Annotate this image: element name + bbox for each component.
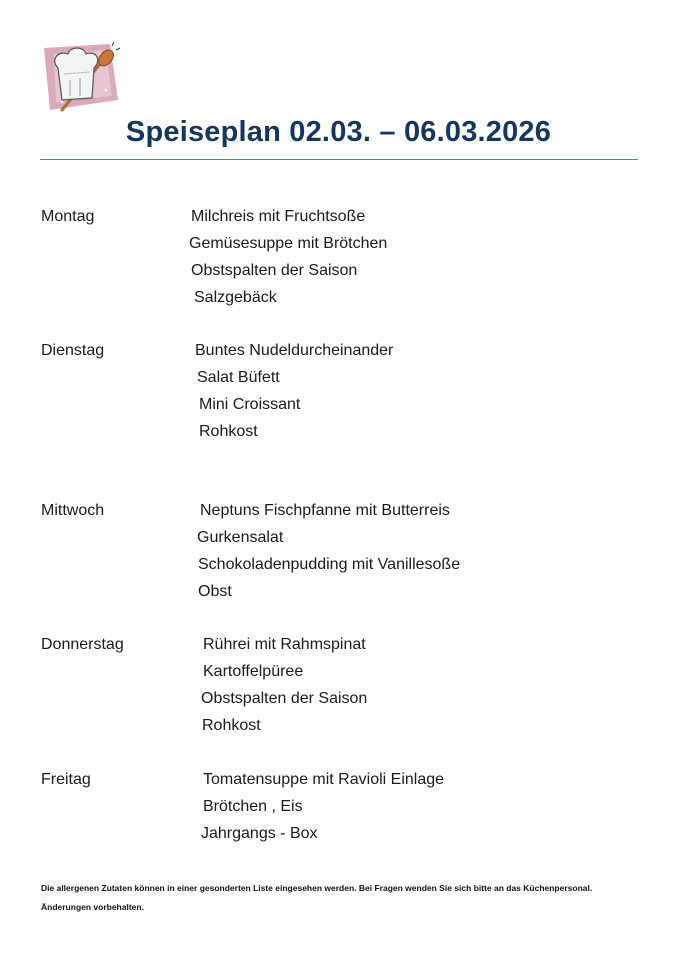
dish-item: Rohkost [199,423,258,440]
day-label-friday: Freitag [41,771,91,788]
dish-item: Obstspalten der Saison [201,690,368,707]
dish-item: Salat Büfett [197,369,280,386]
dish-item: Schokoladenpudding mit Vanillesoße [198,556,461,573]
day-label-thursday: Donnerstag [41,636,124,653]
changes-reserved-note: Änderungen vorbehalten. [41,902,144,912]
dish-item: Obst [198,583,232,600]
dish-item: Milchreis mit Fruchtsoße [191,208,366,225]
dish-item: Rührei mit Rahmspinat [203,636,366,653]
allergen-note: Die allergenen Zutaten können in einer gesonderten Liste eingesehen werden. Bei Fragen wenden Sie sich bitte an das Küchenpersonal. [41,883,593,893]
dish-item: Mini Croissant [199,396,301,413]
page-title: Speiseplan 02.03. – 06.03.2026 [125,116,552,148]
dish-item: Gemüsesuppe mit Brötchen [189,235,388,252]
dish-item: Neptuns Fischpfanne mit Butterreis [200,502,450,519]
day-label-wednesday: Mittwoch [41,502,105,519]
dish-item: Salzgebäck [194,289,277,306]
dish-item: Rohkost [202,717,261,734]
chef-hat-logo-icon [40,40,122,114]
dish-item: Gurkensalat [197,529,284,546]
dish-item: Tomatensuppe mit Ravioli Einlage [203,771,445,788]
dish-item: Obstspalten der Saison [191,262,358,279]
day-label-tuesday: Dienstag [41,342,105,359]
title-divider [40,159,638,160]
dish-item: Buntes Nudeldurcheinander [195,342,394,359]
day-label-monday: Montag [41,208,95,225]
dish-item: Kartoffelpüree [203,663,304,680]
dish-item: Brötchen , Eis [203,798,303,815]
dish-item: Jahrgangs - Box [201,825,318,842]
